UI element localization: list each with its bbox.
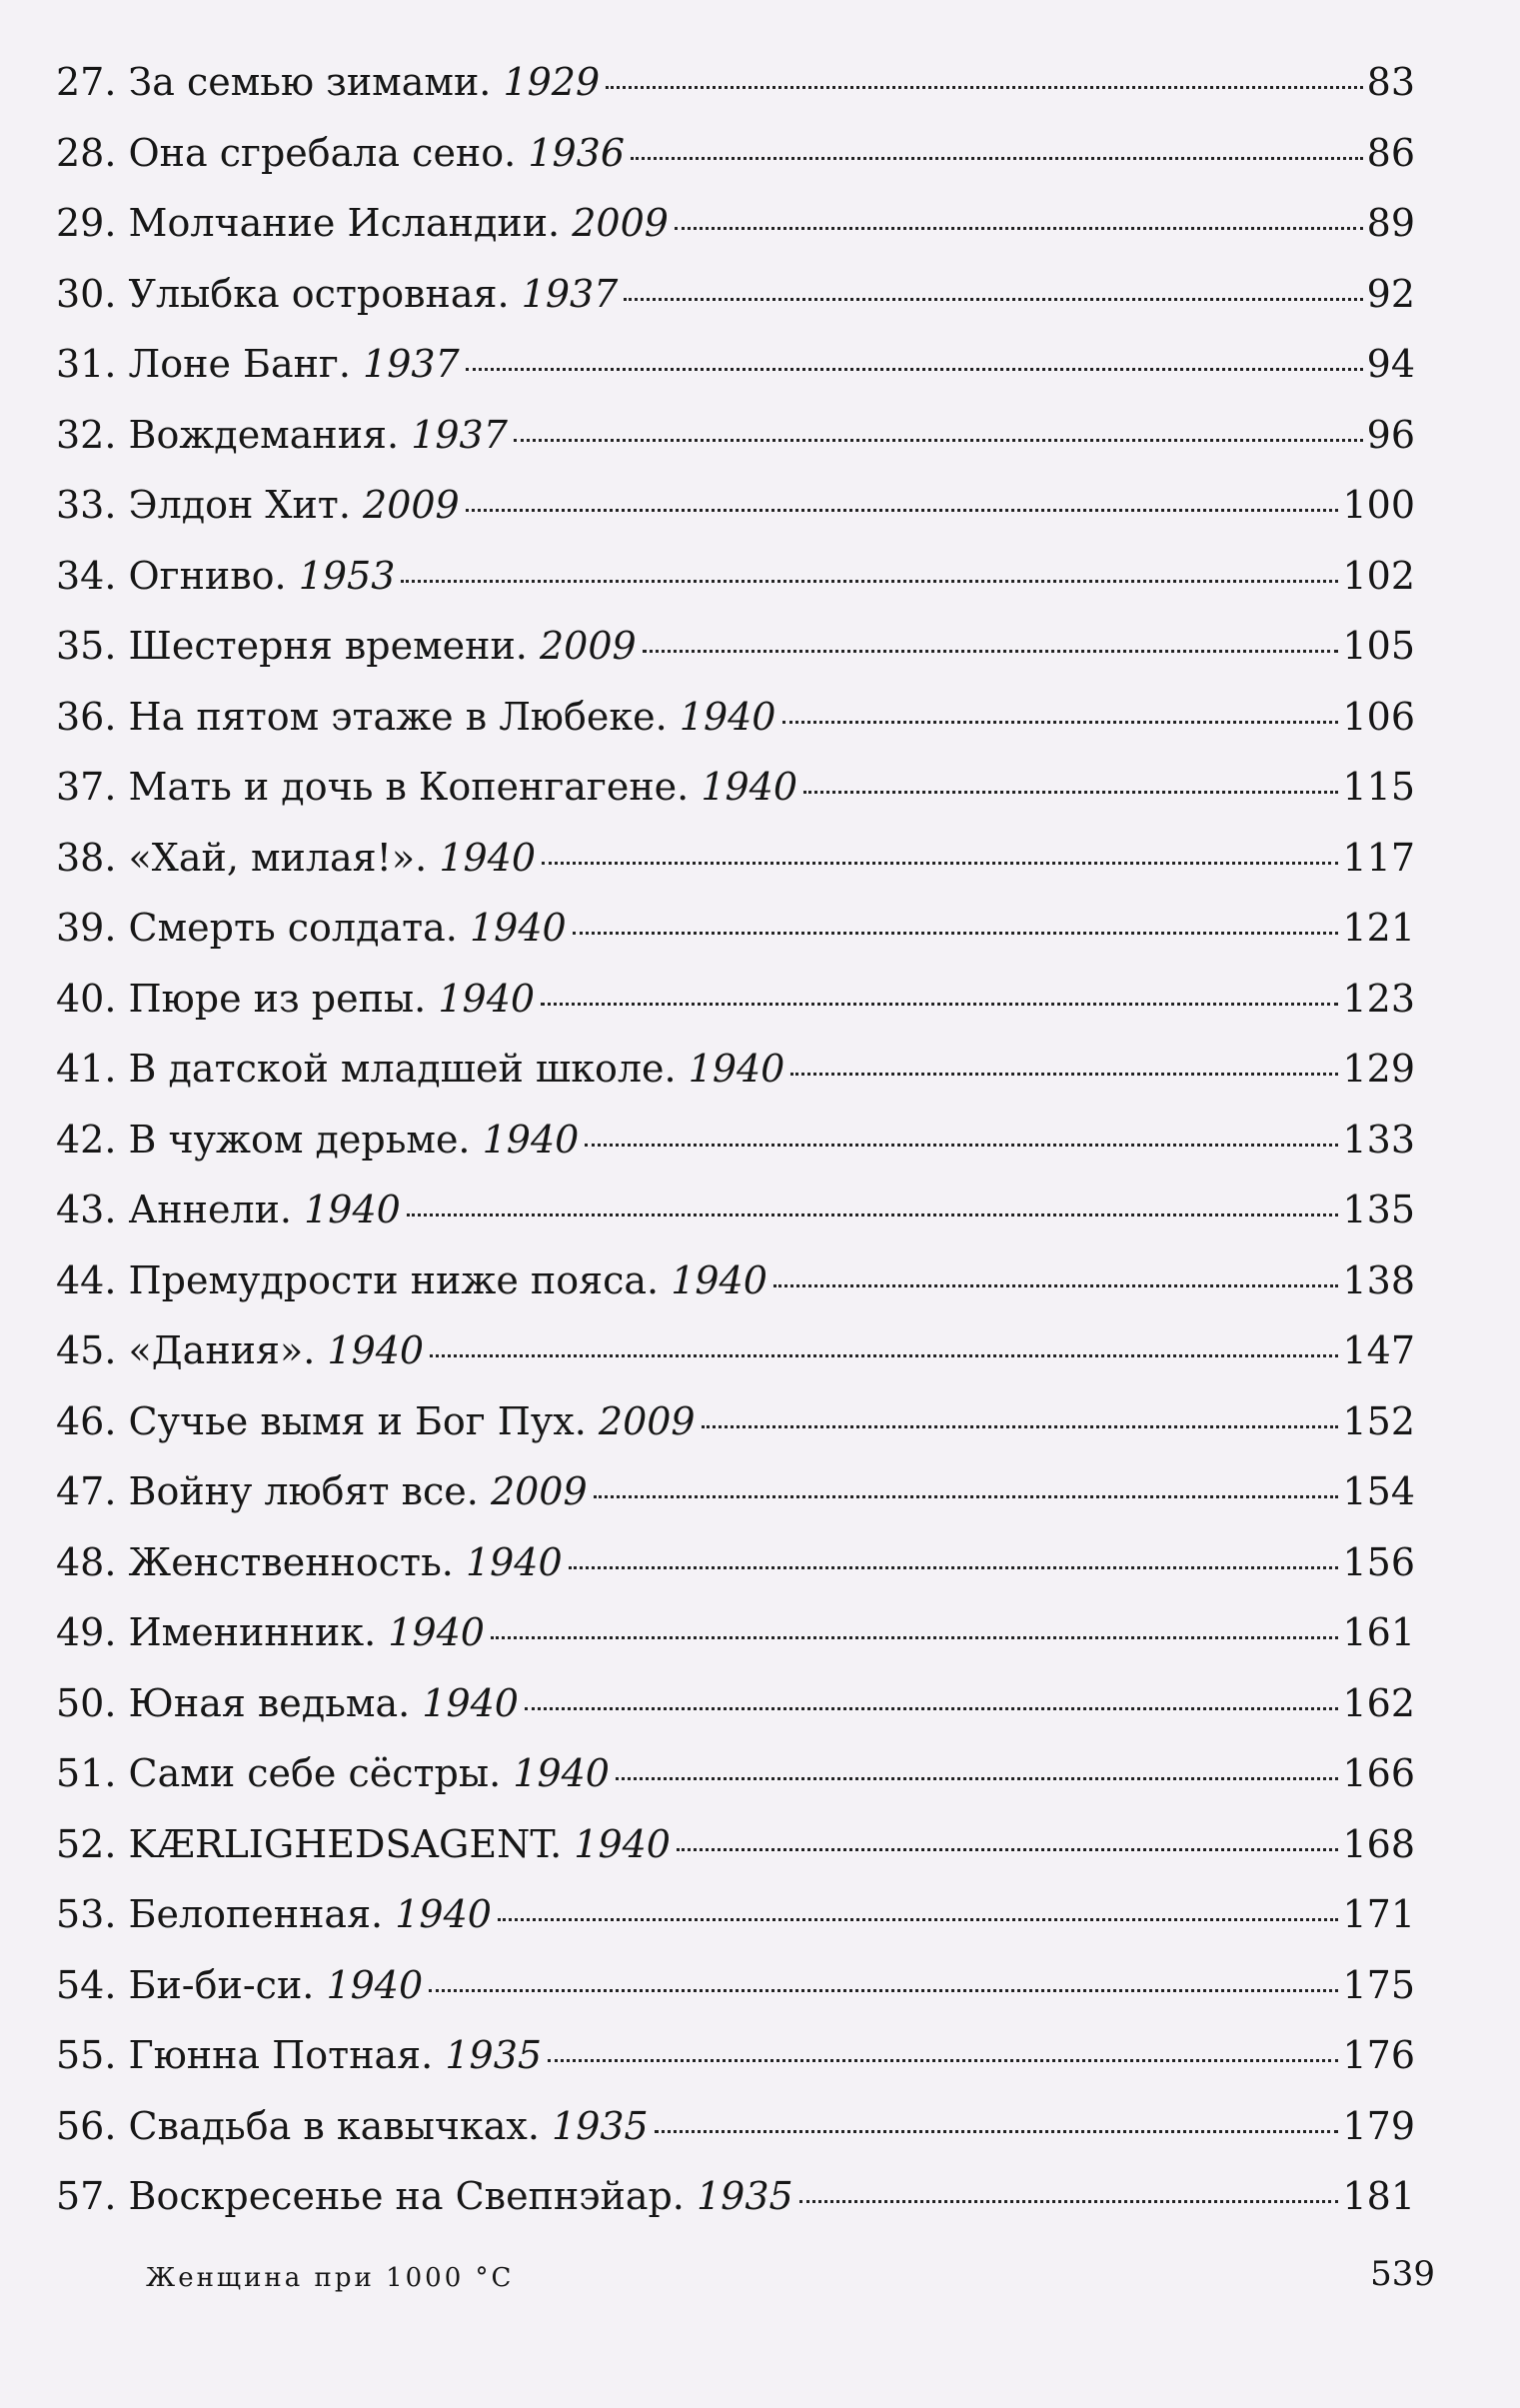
toc-entry	[56, 1039, 1415, 1099]
toc-entry-year: 2009	[490, 1469, 588, 1513]
dot-leader	[790, 1073, 1338, 1076]
toc-entry-number: 36.	[56, 694, 117, 739]
toc-entry-year: 1940	[701, 765, 798, 809]
toc-entry-number: 46.	[56, 1398, 117, 1443]
running-footer-title: Женщина при 1000 °С	[146, 2263, 515, 2293]
toc-entry-year: 1940	[438, 976, 536, 1021]
toc-entry-page: 168	[1342, 1821, 1415, 1866]
toc-entry	[56, 1884, 1415, 1944]
toc-entry-year: 1937	[521, 271, 619, 316]
toc-entry-year: 1940	[326, 1962, 424, 2007]
toc-entry-title	[56, 123, 625, 183]
dot-leader	[407, 1213, 1339, 1216]
toc-entry-page: 92	[1366, 271, 1415, 316]
toc-entry	[56, 1461, 1415, 1521]
toc-entry-year: 1940	[388, 1610, 485, 1654]
toc-entry-page: 83	[1366, 60, 1415, 104]
toc-entry-page: 171	[1342, 1892, 1415, 1936]
toc-entry	[56, 2166, 1415, 2226]
toc-entry-title	[56, 2166, 793, 2226]
toc-entry-number: 27.	[56, 60, 117, 104]
toc-entry-page: 154	[1342, 1469, 1415, 1513]
dot-leader	[631, 157, 1363, 160]
toc-entry-year: 1935	[552, 2103, 649, 2148]
toc-entry	[56, 546, 1415, 606]
toc-entry	[56, 1602, 1415, 1662]
toc-entry	[56, 52, 1415, 112]
toc-entry-page: 102	[1342, 553, 1415, 598]
toc-entry-page: 166	[1342, 1751, 1415, 1795]
toc-entry-title	[56, 898, 567, 958]
dot-leader	[430, 1354, 1338, 1357]
toc-entry-page: 89	[1366, 201, 1415, 245]
dot-leader	[782, 721, 1339, 724]
toc-entry-title	[56, 1602, 485, 1662]
toc-entry-year: 1936	[528, 130, 626, 175]
toc-entry	[56, 828, 1415, 888]
toc-entry-number: 45.	[56, 1328, 117, 1372]
toc-entry-text: Мать и дочь в Копенгагене.	[128, 765, 690, 809]
toc-entry-title	[56, 828, 536, 888]
toc-entry-page: 106	[1342, 694, 1415, 739]
toc-entry-title	[56, 264, 618, 324]
toc-entry-title	[56, 687, 776, 747]
toc-entry-page: 152	[1342, 1398, 1415, 1443]
toc-entry	[56, 1532, 1415, 1592]
toc-entry-number: 43.	[56, 1188, 117, 1231]
toc-entry-page: 86	[1366, 130, 1415, 175]
toc-entry-number: 49.	[56, 1610, 117, 1654]
toc-entry-page: 133	[1342, 1117, 1415, 1162]
toc-entry-number: 44.	[56, 1257, 117, 1302]
toc-entry-number: 50.	[56, 1680, 117, 1725]
toc-entry-title	[56, 1320, 424, 1380]
toc-entry-title	[56, 405, 508, 465]
toc-entry-number: 41.	[56, 1047, 117, 1091]
toc-entry-title	[56, 1532, 563, 1592]
toc-entry-text: Белопенная.	[128, 1892, 384, 1936]
dot-leader	[525, 1707, 1338, 1710]
dot-leader	[514, 439, 1363, 442]
toc-entry-number: 34.	[56, 553, 117, 598]
dot-leader	[541, 1003, 1338, 1006]
toc-entry-title	[56, 193, 669, 253]
toc-entry-text: На пятом этаже в Любеке.	[128, 694, 668, 739]
dot-leader	[573, 932, 1339, 935]
dot-leader	[498, 1918, 1339, 1921]
toc-entry	[56, 1743, 1415, 1803]
toc-entry-text: Именинник.	[128, 1610, 377, 1654]
toc-entry	[56, 969, 1415, 1029]
dot-leader	[491, 1636, 1338, 1639]
toc-entry-page: 156	[1342, 1539, 1415, 1584]
toc-entry	[56, 1391, 1415, 1451]
toc-entry-page: 117	[1342, 835, 1415, 880]
toc-entry-page: 175	[1342, 1962, 1415, 2007]
toc-entry-page: 105	[1342, 624, 1415, 668]
toc-entry-year: 1935	[445, 2033, 543, 2077]
dot-leader	[466, 368, 1363, 371]
dot-leader	[675, 227, 1363, 230]
toc-entry-text: Огниво.	[128, 553, 287, 598]
toc-entry-title	[56, 1391, 696, 1451]
toc-entry-title	[56, 2025, 542, 2085]
toc-entry-page: 176	[1342, 2033, 1415, 2077]
toc-entry-year: 1940	[395, 1892, 492, 1936]
dot-leader	[677, 1848, 1338, 1851]
toc-entry-number: 29.	[56, 201, 117, 245]
toc-entry-number: 30.	[56, 271, 117, 316]
toc-entry-number: 38.	[56, 835, 117, 880]
toc-entry-number: 55.	[56, 2033, 117, 2077]
dot-leader	[429, 1989, 1338, 1992]
toc-entry-year: 1953	[298, 553, 396, 598]
toc-entry-page: 135	[1342, 1188, 1415, 1231]
toc-entry-year: 2009	[539, 624, 637, 668]
toc-entry-text: Свадьба в кавычках.	[128, 2103, 540, 2148]
page-number: 539	[1370, 2254, 1435, 2294]
toc-entry-text: Шестерня времени.	[128, 624, 528, 668]
toc-entry-text: Молчание Исландии.	[128, 201, 561, 245]
toc-entry-title	[56, 546, 395, 606]
dot-leader	[542, 862, 1338, 865]
toc-entry-text: Улыбка островная.	[128, 271, 510, 316]
toc-entry-page: 181	[1342, 2174, 1415, 2218]
toc-entry-year: 1940	[422, 1680, 519, 1725]
toc-entry-year: 2009	[572, 201, 669, 245]
dot-leader	[401, 580, 1338, 583]
toc-entry-page: 123	[1342, 976, 1415, 1021]
dot-leader	[585, 1144, 1338, 1147]
toc-entry	[56, 687, 1415, 747]
toc-entry-text: Лоне Банг.	[128, 342, 351, 386]
toc-entry-page: 121	[1342, 906, 1415, 950]
toc-entry-page: 96	[1366, 412, 1415, 457]
toc-entry-text: Смерть солдата.	[128, 906, 458, 950]
toc-entry-text: Премудрости ниже пояса.	[128, 1257, 660, 1302]
dot-leader	[803, 791, 1338, 794]
toc-entry-title	[56, 52, 600, 112]
toc-entry-year: 1940	[671, 1257, 767, 1302]
toc-entry	[56, 2025, 1415, 2085]
toc-entry	[56, 2096, 1415, 2156]
toc-entry-year: 1940	[482, 1117, 580, 1162]
toc-entry-year: 1940	[513, 1751, 610, 1795]
toc-entry-text: Она сгребала сено.	[128, 130, 517, 175]
toc-entry-year: 1935	[696, 2174, 793, 2218]
dot-leader	[548, 2059, 1338, 2062]
toc-entry-title	[56, 616, 637, 676]
toc-entry	[56, 123, 1415, 183]
toc-entry-page: 161	[1342, 1610, 1415, 1654]
toc-entry-text: Сами себе сёстры.	[128, 1751, 502, 1795]
toc-entry-text: Воскресенье на Свепнэйар.	[128, 2174, 685, 2218]
toc-entry-number: 39.	[56, 906, 117, 950]
toc-entry-title	[56, 1110, 579, 1170]
toc-entry	[56, 1250, 1415, 1310]
toc-entry	[56, 475, 1415, 535]
toc-entry-title	[56, 1039, 784, 1099]
toc-entry-text: Би-би-си.	[128, 1962, 315, 2007]
toc-entry-page: 147	[1342, 1328, 1415, 1372]
dot-leader	[702, 1425, 1339, 1428]
toc-entry-title	[56, 1884, 492, 1944]
toc-entry-text: Женственность.	[128, 1539, 454, 1584]
toc-entry-year: 1929	[503, 60, 601, 104]
toc-entry-year: 1940	[469, 906, 567, 950]
toc-entry-text: Войну любят все.	[128, 1469, 479, 1513]
toc-entry-title	[56, 969, 535, 1029]
toc-entry-year: 1940	[465, 1539, 563, 1584]
toc-entry-year: 1940	[439, 835, 537, 880]
toc-entry-text: «Дания».	[128, 1328, 316, 1372]
toc-entry-number: 48.	[56, 1539, 117, 1584]
toc-entry-number: 42.	[56, 1117, 117, 1162]
toc-entry-text: Сучье вымя и Бог Пух.	[128, 1398, 587, 1443]
toc-entry	[56, 405, 1415, 465]
toc-entry-title	[56, 1955, 423, 2015]
toc-entry-page: 129	[1342, 1047, 1415, 1091]
toc-entry-number: 37.	[56, 765, 117, 809]
toc-entry-text: Пюре из репы.	[128, 976, 427, 1021]
toc-entry-number: 52.	[56, 1821, 117, 1866]
toc-entry	[56, 193, 1415, 253]
toc-entry-number: 28.	[56, 130, 117, 175]
toc-entry-title	[56, 1814, 671, 1874]
dot-leader	[606, 86, 1362, 89]
toc-entry-title	[56, 1743, 610, 1803]
toc-entry-number: 33.	[56, 483, 117, 527]
toc-entry-text: За семью зимами.	[128, 60, 492, 104]
toc-entry	[56, 898, 1415, 958]
toc-entry-number: 51.	[56, 1751, 117, 1795]
toc-entry-text: KÆRLIGHEDSAGENT.	[128, 1821, 563, 1866]
toc-entry-number: 31.	[56, 342, 117, 386]
toc-entry-year: 2009	[363, 483, 460, 527]
toc-entry-page: 94	[1366, 342, 1415, 386]
toc-entry-text: Элдон Хит.	[128, 483, 351, 527]
toc-entry-year: 1940	[304, 1188, 401, 1231]
toc-entry-title	[56, 757, 797, 817]
toc-entry-title	[56, 1250, 767, 1310]
toc-entry-number: 54.	[56, 1962, 117, 2007]
dot-leader	[466, 509, 1339, 512]
toc-entry-title	[56, 1673, 519, 1733]
toc-entry-number: 35.	[56, 624, 117, 668]
toc-entry-text: В датской младшей школе.	[128, 1047, 677, 1091]
toc-entry-page: 115	[1342, 765, 1415, 809]
toc-entry-year: 1940	[574, 1821, 671, 1866]
toc-entry-number: 57.	[56, 2174, 117, 2218]
dot-leader	[799, 2200, 1339, 2203]
dot-leader	[655, 2130, 1339, 2133]
toc-entry	[56, 757, 1415, 817]
toc-entry-title	[56, 1461, 588, 1521]
toc-entry	[56, 616, 1415, 676]
toc-entry-page: 162	[1342, 1680, 1415, 1725]
toc-entry-year: 1940	[327, 1328, 425, 1372]
toc-entry-number: 32.	[56, 412, 117, 457]
toc-entry-number: 47.	[56, 1469, 117, 1513]
toc-entry-title	[56, 1180, 401, 1239]
toc-entry-page: 138	[1342, 1257, 1415, 1302]
toc-entry	[56, 1110, 1415, 1170]
dot-leader	[624, 298, 1362, 301]
toc-entry	[56, 334, 1415, 394]
toc-entry-title	[56, 334, 460, 394]
toc-entry-text: Вождемания.	[128, 412, 400, 457]
toc-entry-text: «Хай, милая!».	[128, 835, 428, 880]
toc-entry-text: Гюнна Потная.	[128, 2033, 434, 2077]
toc-entry-year: 2009	[598, 1398, 696, 1443]
toc-entry-text: В чужом дерьме.	[128, 1117, 471, 1162]
toc-entry-year: 1937	[363, 342, 460, 386]
toc-entry	[56, 1320, 1415, 1380]
toc-entry-page: 179	[1342, 2103, 1415, 2148]
dot-leader	[569, 1566, 1339, 1569]
toc-entry-number: 56.	[56, 2103, 117, 2148]
dot-leader	[594, 1495, 1339, 1498]
toc-entry-year: 1940	[688, 1047, 785, 1091]
toc-entry	[56, 1814, 1415, 1874]
toc-entry	[56, 1180, 1415, 1239]
dot-leader	[643, 650, 1339, 653]
toc-entry-title	[56, 2096, 649, 2156]
toc-entry-year: 1940	[679, 694, 776, 739]
toc-entry-page: 100	[1342, 483, 1415, 527]
toc-entry-number: 40.	[56, 976, 117, 1021]
toc-entry-title	[56, 475, 460, 535]
toc-entry-year: 1937	[411, 412, 508, 457]
dot-leader	[773, 1284, 1339, 1287]
toc-entry-text: Аннели.	[128, 1188, 292, 1231]
toc-entry-text: Юная ведьма.	[128, 1680, 411, 1725]
toc-entry-number: 53.	[56, 1892, 117, 1936]
toc-entry	[56, 264, 1415, 324]
toc-entry	[56, 1673, 1415, 1733]
dot-leader	[616, 1777, 1338, 1780]
toc-entry	[56, 1955, 1415, 2015]
